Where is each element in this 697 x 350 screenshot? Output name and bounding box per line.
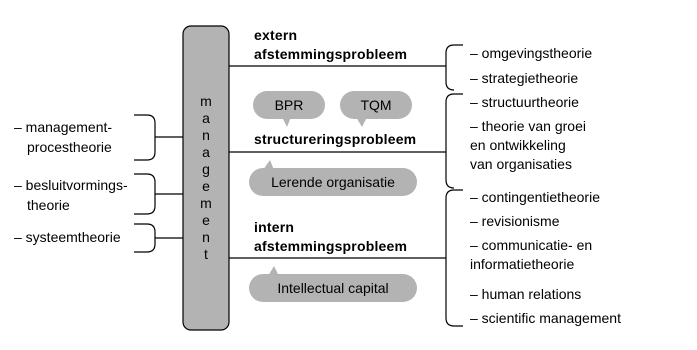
intern-problem-label [254,218,407,256]
left-bracket-3 [134,224,155,252]
intern-problem-line: afstemmingsprobleem [254,238,408,254]
right-item-theorie-van-groei [470,117,586,174]
extern-problem-line: afstemmingsprobleem [254,46,408,62]
left-item-systeemtheorie: – systeemtheorie [14,229,121,245]
extern-problem-line: extern [254,27,298,43]
right-item-human-relations: – human relations [470,286,582,302]
right-item-line: – communicatie- en [470,237,593,253]
management-letter: t [204,246,208,262]
management-letter: g [202,161,210,177]
lerende-organisatie-bubble: Lerende organisatie [249,168,417,196]
right-item-omgevingstheorie: – omgevingstheorie [470,45,593,61]
management-letter: e [202,212,210,228]
left-item-line: theorie [27,197,70,213]
right-item-strategietheorie: – strategietheorie [470,70,579,86]
right-item-scientific-management: – scientific management [470,310,621,326]
management-letter: n [202,229,210,245]
left-item-besluitvormingstheorie [14,175,128,215]
intern-problem-line: intern [254,219,295,235]
left-bracket-2 [134,174,155,214]
management-letter: n [202,127,210,143]
right-item-line: informatietheorie [470,256,575,272]
right-item-communicatie [470,236,592,274]
left-item-line: – besluitvormings- [14,177,128,193]
right-bracket-3 [446,190,463,326]
management-label [183,26,229,330]
tqm-bubble: TQM [340,91,412,119]
left-item-management-procestheorie [14,117,112,157]
left-bracket-1 [134,115,155,160]
right-item-structuurtheorie: – structuurtheorie [470,94,579,110]
left-item-line: – management- [14,119,113,135]
right-bracket-2 [446,94,463,188]
management-letter: a [202,144,210,160]
management-letter: m [200,195,212,211]
bpr-bubble: BPR [253,91,325,119]
management-letter: a [202,110,210,126]
right-item-contingentietheorie: – contingentietheorie [470,189,600,205]
left-item-line: procestheorie [27,139,112,155]
management-letter: m [200,93,212,109]
right-item-line: en ontwikkeling [470,137,566,153]
extern-problem-label [254,26,407,64]
intellectual-capital-bubble: Intellectual capital [249,274,417,302]
right-item-line: van organisaties [470,156,572,172]
management-letter: e [202,178,210,194]
right-item-revisionisme: – revisionisme [470,213,560,229]
right-bracket-1 [446,45,463,90]
right-item-line: – theorie van groei [470,118,586,134]
structuur-problem-label: structureringsprobleem [254,131,417,147]
